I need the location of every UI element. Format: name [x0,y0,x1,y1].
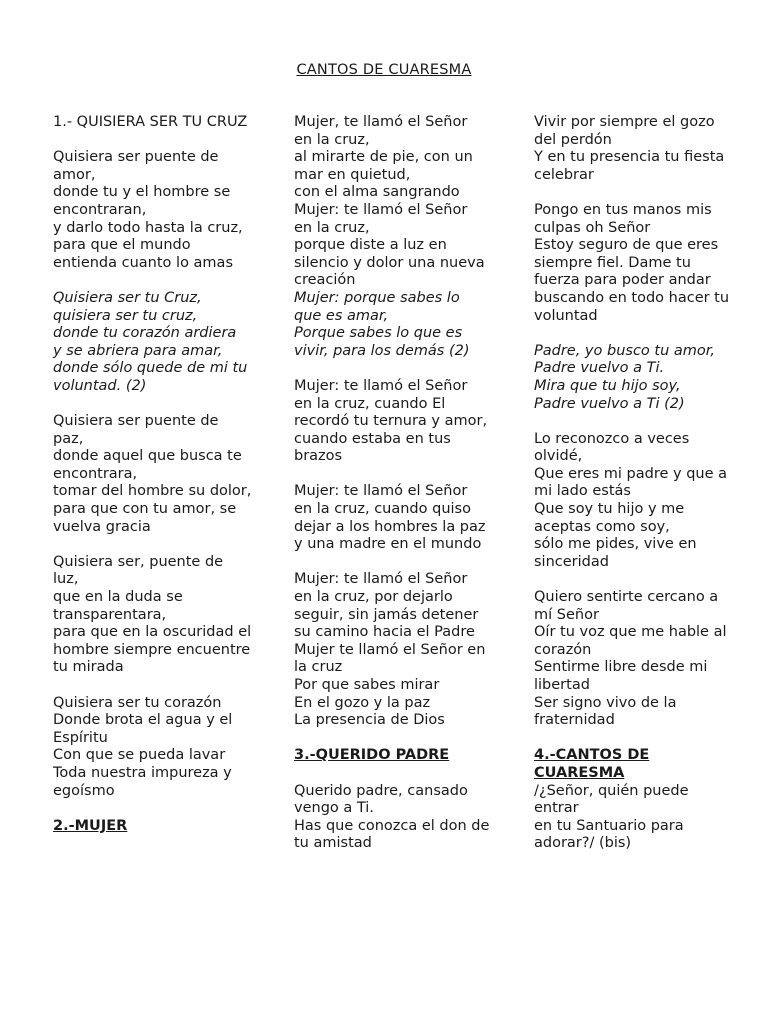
lyric-line: porque diste a luz en silencio y dolor una nueva creación [294,237,485,289]
lyric-line: y se abriera para amar, [53,342,223,359]
lyric-line: donde sólo quede de mi tu voluntad. (2) [53,360,248,394]
lyric-line: y darlo todo hasta la cruz, [53,219,243,236]
song-2-stanza-3 [294,483,490,553]
song-3-stanza-2 [534,114,734,184]
song-2-stanza-2 [294,378,490,466]
lyric-line: La presencia de Dios [294,712,445,729]
song-1-stanza-3 [53,554,253,677]
lyric-line: Mujer: te llamó el Señor en la cruz, cuando El recordó tu ternura y amor, cuando estaba en tus brazos [294,377,488,465]
song-1-stanza-2 [53,413,253,536]
lyric-line: Que eres mi padre y que a mi lado estás [534,465,728,500]
song-2-chorus [294,290,490,360]
column-1 [53,114,253,853]
column-2 [294,114,490,871]
lyric-line: donde tu corazón ardiera [53,325,237,342]
lyric-line: Sentirme libre desde mi libertad [534,659,708,693]
song-3-stanza-1 [294,783,490,853]
column-3 [534,114,734,871]
lyric-line: Padre, yo busco tu amor, [534,342,716,359]
lyric-line: tomar del hombre su dolor, [53,483,252,500]
song-3-stanza-4 [534,431,734,572]
song-3-stanza-3 [534,202,734,325]
lyric-line: Pongo en tus manos mis culpas oh Señor [534,201,712,236]
lyric-line: Padre vuelvo a Ti (2) [534,395,685,412]
lyric-line: Quisiera ser puente de amor, [53,149,219,183]
song-2-stanza-1 [294,114,490,290]
lyric-line: Ser signo vivo de la fraternidad [534,694,677,729]
song-1-stanza-4 [53,695,253,801]
lyric-line: Lo reconozco a veces olvidé, [534,430,690,465]
lyric-line: Quiero sentirte cercano a mí Señor [534,589,719,623]
lyric-line: donde aquel que busca te encontrara, [53,448,242,482]
lyric-line: sólo me pides, vive en sinceridad [534,536,697,570]
lyric-line: Mujer: te llamó el Señor en la cruz, [294,201,468,236]
lyric-line: Quisiera ser, puente de luz, [53,553,224,588]
lyric-line: Toda nuestra impureza y egoísmo [53,764,232,799]
lyric-line: para que en la oscuridad el hombre siempre encuentre tu mirada [53,624,252,676]
lyric-line: Porque sabes lo que es vivir, para los demás (2) [294,325,470,359]
lyric-line: para que con tu amor, se vuelva gracia [53,501,237,535]
lyric-line: Padre vuelvo a Ti. [534,360,665,377]
song-2-heading: 2.-MUJER [53,817,128,834]
song-3-chorus [534,343,734,413]
lyric-line: Con que se pueda lavar [53,747,226,764]
song-1-stanza-1 [53,149,253,272]
lyric-line: Mujer: porque sabes lo que es amar, [294,289,460,324]
lyric-line: Mujer te llamó el Señor en la cruz [294,641,486,676]
lyric-line: que en la duda se transparentara, [53,589,183,623]
lyric-line: quisiera ser tu cruz, [53,307,198,324]
lyric-line: Mujer, te llamó el Señor en la cruz, [294,114,468,148]
lyric-line: Has que conozca el don de tu amistad [294,817,490,852]
lyric-line: Donde brota el agua y el Espíritu [53,712,233,746]
lyric-line: Mujer: te llamó el Señor en la cruz, cuando quiso dejar a los hombres la paz y una madre en el mundo [294,483,486,553]
song-1-chorus [53,290,253,396]
lyric-line: con el alma sangrando [294,184,460,201]
lyric-line: Que soy tu hijo y me aceptas como soy, [534,501,685,535]
lyric-line: Quisiera ser puente de paz, [53,413,219,447]
lyric-line: donde tu y el hombre se encontraran, [53,184,231,218]
lyric-line: Oír tu voz que me hable al corazón [534,624,727,658]
lyric-line: /¿Señor, quién puede entrar [534,782,689,817]
lyric-line: Quisiera ser tu Cruz, [53,289,202,306]
lyric-line: Querido padre, cansado vengo a Ti. [294,782,468,817]
page-title: CANTOS DE CUARESMA [296,62,472,78]
lyric-line: para que el mundo entienda cuanto lo amas [53,237,233,271]
song-3-heading: 3.-QUERIDO PADRE [294,747,450,764]
lyric-line: En el gozo y la paz [294,694,431,711]
lyric-line: Mujer: te llamó el Señor en la cruz, por dejarlo seguir, sin jamás detener su camino hacia el Padre [294,571,479,641]
lyric-line: en tu Santuario para adorar?/ (bis) [534,817,684,852]
lyric-line: Quisiera ser tu corazón [53,694,222,711]
lyric-line: Y en tu presencia tu fiesta celebrar [534,149,725,183]
song-1-heading: 1.- QUISIERA SER TU CRUZ [53,114,248,130]
song-4-stanza-1 [534,783,734,853]
song-4-heading: 4.-CANTOS DE CUARESMA [534,747,650,781]
song-3-stanza-5 [534,589,734,730]
song-2-stanza-4 [294,571,490,729]
lyric-line: Por que sabes mirar [294,677,440,693]
lyric-line: Vivir por siempre el gozo del perdón [534,114,715,148]
lyric-line: al mirarte de pie, con un mar en quietud, [294,149,473,183]
lyric-line: Estoy seguro de que eres siempre fiel. Dame tu fuerza para poder andar buscando en todo hacer tu voluntad [534,237,730,324]
lyric-line: Mira que tu hijo soy, [534,377,681,394]
